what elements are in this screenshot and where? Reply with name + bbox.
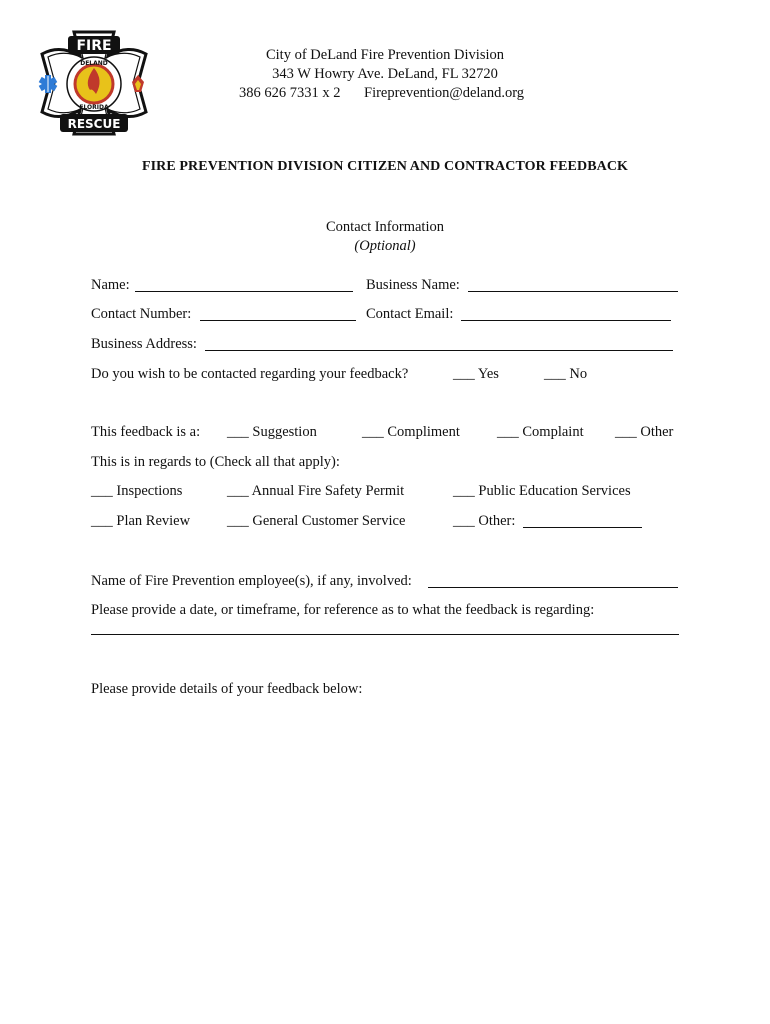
compliment-option[interactable]: ___ Compliment [362, 424, 460, 440]
logo-bottom-text: RESCUE [67, 117, 121, 131]
details-label: Please provide details of your feedback below: [91, 681, 363, 697]
logo-ring-bottom-text: FLORIDA [79, 104, 109, 111]
contact-yes-option[interactable]: ___ Yes [453, 366, 499, 382]
employee-label: Name of Fire Prevention employee(s), if any, involved: [91, 573, 412, 589]
date-field[interactable] [91, 634, 679, 635]
feedback-type-label: This feedback is a: [91, 424, 201, 440]
business-name-field[interactable] [468, 291, 678, 292]
logo-top-text: FIRE [76, 38, 112, 54]
contact-number-label: Contact Number: [91, 306, 192, 322]
details-field[interactable] [91, 705, 679, 985]
regards-label: This is in regards to (Check all that apply): [91, 454, 340, 470]
date-label: Please provide a date, or timeframe, for reference as to what the feedback is regarding: [91, 602, 595, 618]
customer-service-option[interactable]: ___ General Customer Service [227, 513, 406, 529]
other-type-option[interactable]: ___ Other [615, 424, 674, 440]
org-phone: 386 626 7331 x 2 [239, 85, 341, 101]
plan-review-option[interactable]: ___ Plan Review [91, 513, 191, 529]
business-address-field[interactable] [205, 350, 673, 351]
fire-rescue-logo-icon [34, 28, 154, 138]
other-regards-option[interactable]: ___ Other: [453, 513, 516, 529]
public-education-option[interactable]: ___ Public Education Services [453, 483, 631, 499]
contact-optional-note: (Optional) [354, 238, 416, 254]
org-name: City of DeLand Fire Prevention Division [265, 47, 504, 63]
business-name-label: Business Name: [366, 277, 460, 293]
contact-number-field[interactable] [200, 320, 356, 321]
contact-email-field[interactable] [461, 320, 671, 321]
org-address: 343 W Howry Ave. DeLand, FL 32720 [272, 66, 498, 82]
business-address-label: Business Address: [91, 336, 197, 352]
org-email: Fireprevention@deland.org [364, 85, 525, 101]
suggestion-option[interactable]: ___ Suggestion [227, 424, 317, 440]
logo-ring-top-text: DELAND [80, 60, 108, 67]
complaint-option[interactable]: ___ Complaint [497, 424, 584, 440]
other-regards-field[interactable] [523, 527, 642, 528]
employee-field[interactable] [428, 587, 678, 588]
contact-heading: Contact Information [326, 219, 444, 235]
annual-permit-option[interactable]: ___ Annual Fire Safety Permit [227, 483, 405, 499]
contact-no-option[interactable]: ___ No [544, 366, 588, 382]
name-label: Name: [91, 277, 130, 293]
contact-email-label: Contact Email: [366, 306, 454, 322]
inspections-option[interactable]: ___ Inspections [91, 483, 183, 499]
name-field[interactable] [135, 291, 353, 292]
contact-question: Do you wish to be contacted regarding your feedback? [91, 366, 409, 382]
form-title: FIRE PREVENTION DIVISION CITIZEN AND CONTRACTOR FEEDBACK [141, 159, 629, 174]
